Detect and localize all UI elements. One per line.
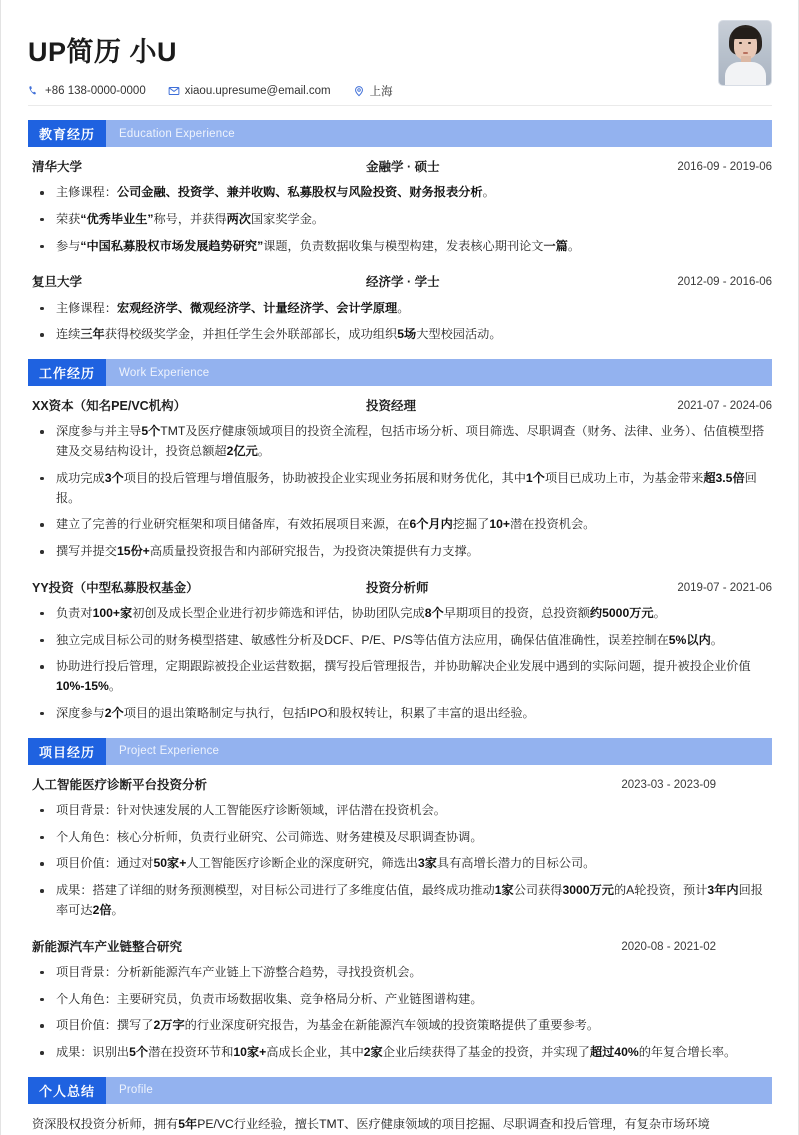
list-item: 撰写并提交15份+高质量投资报告和内部研究报告，为投资决策提供有力支撑。 xyxy=(28,542,772,562)
list-item: 个人角色：核心分析师，负责行业研究、公司筛选、财务建模及尽职调查协调。 xyxy=(28,828,772,848)
section-header xyxy=(28,738,772,765)
sections-container xyxy=(28,120,772,1135)
section-title-en: Profile xyxy=(119,1084,154,1097)
list-item: 项目背景：针对快速发展的人工智能医疗诊断领域，评估潜在投资机会。 xyxy=(28,801,772,821)
entry-role: 投资分析师 xyxy=(366,580,429,595)
section-header xyxy=(28,1077,772,1104)
list-item: 独立完成目标公司的财务模型搭建、敏感性分析及DCF、P/E、P/S等估值方法应用，确保估值准确性，误差控制在5%以内。 xyxy=(28,631,772,651)
section-title-zh: 项目经历 xyxy=(28,738,106,765)
section-header xyxy=(28,359,772,386)
entry-header xyxy=(28,158,772,176)
resume-header xyxy=(28,0,772,99)
list-item: 项目背景：分析新能源汽车产业链上下游整合趋势，寻找投资机会。 xyxy=(28,963,772,983)
entry-role: 投资经理 xyxy=(366,399,417,414)
entry-organization: 复旦大学 xyxy=(32,275,83,290)
entry-organization: YY投资（中型私募股权基金） xyxy=(32,580,199,595)
list-item: 荣获“优秀毕业生”称号，并获得两次国家奖学金。 xyxy=(28,210,772,230)
section-title-en: Education Experience xyxy=(119,127,235,140)
entry-role: 金融学 · 硕士 xyxy=(366,160,440,174)
list-item: 主修课程：公司金融、投资学、兼并收购、私募股权与风险投资、财务报表分析。 xyxy=(28,183,772,203)
contact-email-text: xiaou.upresume@email.com xyxy=(184,85,331,98)
page-title: UP简历 小U xyxy=(28,37,178,67)
list-item: 成功完成3个项目的投后管理与增值服务，协助被投企业实现业务拓展和财务优化，其中1个项目已成功上市，为基金带来超3.5倍回报。 xyxy=(28,469,772,509)
entry xyxy=(28,776,772,921)
entry-organization: 清华大学 xyxy=(32,160,83,174)
entry-date-range: 2016-09 - 2019-06 xyxy=(677,161,772,173)
section-work xyxy=(28,359,772,724)
contact-phone-text: +86 138-0000-0000 xyxy=(45,85,146,98)
section-project xyxy=(28,738,772,1063)
list-item: 参与“中国私募股权市场发展趋势研究”课题，负责数据收集与模型构建，发表核心期刊论文一篇。 xyxy=(28,237,772,257)
entry-bullet-list xyxy=(28,299,772,346)
section-profile xyxy=(28,1077,772,1135)
entry xyxy=(28,273,772,345)
section-title-en: Project Experience xyxy=(119,745,220,758)
list-item: 连续三年获得校级奖学金，并担任学生会外联部部长，成功组织5场大型校园活动。 xyxy=(28,325,772,345)
entry-organization: XX资本（知名PE/VC机构） xyxy=(32,399,187,414)
list-item: 负责对100+家初创及成长型企业进行初步筛选和评估，协助团队完成8个早期项目的投资，总投资额约5000万元。 xyxy=(28,604,772,624)
section-header xyxy=(28,120,772,147)
entry xyxy=(28,397,772,562)
entry-bullet-list xyxy=(28,422,772,562)
list-item: 建立了完善的行业研究框架和项目储备库，有效拓展项目来源，在6个月内挖掘了10+潜在投资机会。 xyxy=(28,515,772,535)
mail-icon xyxy=(168,85,180,97)
entry-date-range: 2012-09 - 2016-06 xyxy=(677,276,772,289)
contact-row xyxy=(28,83,772,99)
entry-header xyxy=(28,397,772,415)
list-item: 深度参与2个项目的退出策略制定与执行，包括IPO和股权转让，积累了丰富的退出经验。 xyxy=(28,704,772,724)
entry-organization: 人工智能医疗诊断平台投资分析 xyxy=(32,777,208,792)
entry-date-range: 2019-07 - 2021-06 xyxy=(677,581,772,594)
entry xyxy=(28,938,772,1063)
list-item: 深度参与并主导5个TMT及医疗健康领域项目的投资全流程，包括市场分析、项目筛选、尽职调查（财务、法律、业务）、估值模型搭建及交易结构设计，投资总额超2亿元。 xyxy=(28,422,772,462)
entry-date-range: 2021-07 - 2024-06 xyxy=(677,400,772,413)
entry-header xyxy=(28,579,772,597)
list-item: 个人角色：主要研究员，负责市场数据收集、竞争格局分析、产业链图谱构建。 xyxy=(28,990,772,1010)
profile-summary-text: 资深股权投资分析师，拥有5年PE/VC行业经验，擅长TMT、医疗健康领域的项目挖掘、尽职调查和投后管理，有复杂市场环境 xyxy=(32,1116,710,1131)
contact-phone[interactable] xyxy=(28,85,146,97)
entry-role: 经济学 · 学士 xyxy=(366,275,440,290)
section-education xyxy=(28,120,772,345)
entry xyxy=(28,579,772,724)
list-item: 成果：识别出5个潜在投资环节和10家+高成长企业，其中2家企业后续获得了基金的投资，并实现了超过40%的年复合增长率。 xyxy=(28,1043,772,1063)
location-icon xyxy=(353,85,365,97)
phone-icon xyxy=(28,85,40,97)
entry-bullet-list xyxy=(28,963,772,1063)
section-title-zh: 个人总结 xyxy=(28,1077,106,1104)
entry-header xyxy=(28,273,772,291)
entry xyxy=(28,158,772,256)
list-item: 项目价值：撰写了2万字的行业深度研究报告，为基金在新能源汽车领域的投资策略提供了重要参考。 xyxy=(28,1016,772,1036)
entry-header xyxy=(28,776,772,794)
section-title-zh: 教育经历 xyxy=(28,120,106,147)
contact-location-text: 上海 xyxy=(369,86,393,99)
list-item: 成果：搭建了详细的财务预测模型，对目标公司进行了多维度估值，最终成功推动1家公司获得3000万元的A轮投资，预计3年内回报率可达2倍。 xyxy=(28,881,772,921)
header-divider xyxy=(28,105,772,106)
entry-date-range: 2020-08 - 2021-02 xyxy=(621,940,716,953)
list-item: 项目价值：通过对50家+人工智能医疗诊断企业的深度研究，筛选出3家具有高增长潜力的目标公司。 xyxy=(28,854,772,874)
entry-organization: 新能源汽车产业链整合研究 xyxy=(32,939,183,954)
section-title-zh: 工作经历 xyxy=(28,359,106,386)
entry-bullet-list xyxy=(28,801,772,921)
section-title-en: Work Experience xyxy=(119,366,210,379)
entry-header xyxy=(28,938,772,956)
entry-bullet-list xyxy=(28,183,772,256)
entry-date-range: 2023-03 - 2023-09 xyxy=(621,778,716,791)
list-item: 协助进行投后管理，定期跟踪被投企业运营数据，撰写投后管理报告，并协助解决企业发展中遇到的实际问题，提升被投企业价值10%-15%。 xyxy=(28,657,772,697)
contact-location[interactable] xyxy=(353,83,393,99)
list-item: 主修课程：宏观经济学、微观经济学、计量经济学、会计学原理。 xyxy=(28,299,772,319)
avatar xyxy=(718,20,772,86)
entry-bullet-list xyxy=(28,604,772,724)
contact-email[interactable] xyxy=(168,85,331,97)
